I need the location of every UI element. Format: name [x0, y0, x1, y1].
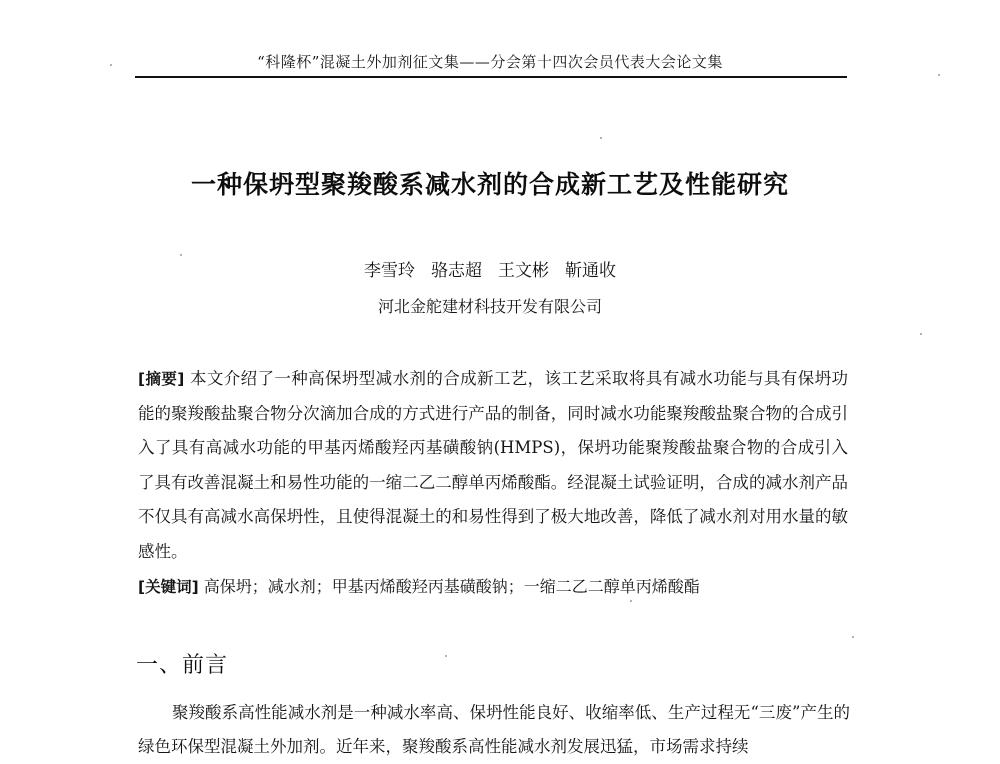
author-affiliation: 河北金舵建材科技开发有限公司	[377, 297, 602, 316]
keywords-label: [关键词]	[138, 578, 199, 596]
scan-speck	[938, 74, 940, 76]
running-header: “科隆杯”混凝土外加剂征文集——分会第十四次会员代表大会论文集	[257, 53, 723, 71]
section-heading: 一、前言	[136, 653, 229, 678]
keywords-line	[138, 573, 848, 601]
scan-speck	[630, 600, 632, 602]
abstract-paragraph	[138, 362, 848, 569]
scan-speck	[852, 636, 854, 638]
author-name: 王文彬	[498, 261, 549, 281]
abstract-text: 本文介绍了一种高保坍型减水剂的合成新工艺，该工艺采取将具有减水功能与具有保坍功能的聚羧酸盐聚合物分次滴加合成的方式进行产品的制备，同时减水功能聚羧酸盐聚合物的合成引入了具有高减水功能的甲基丙烯酸羟丙基磺酸钠(HMPS)，保坍功能聚羧酸盐聚合物的合成引入了具有改善混凝土和易性功能的一缩二乙二醇单丙烯酸酯。经混凝土试验证明，合成的减水剂产品不仅具有高减水高保坍性，且使得混凝土的和易性得到了极大地改善，降低了减水剂对用水量的敏感性。	[138, 369, 849, 561]
header-rule	[135, 76, 847, 78]
author-list	[300, 258, 680, 284]
author-name: 李雪玲	[364, 261, 415, 281]
scan-speck	[180, 254, 182, 256]
author-name: 骆志超	[431, 261, 482, 281]
paper-title: 一种保坍型聚羧酸系减水剂的合成新工艺及性能研究	[190, 170, 789, 199]
abstract-label: [摘要]	[138, 370, 185, 388]
scan-speck	[600, 137, 602, 139]
scan-speck	[445, 655, 447, 657]
scan-speck	[920, 333, 922, 335]
scan-speck	[110, 64, 112, 66]
introduction-paragraph: 聚羧酸系高性能减水剂是一种减水率高、保坍性能良好、收缩率低、生产过程无“三废”产生的绿色环保型混凝土外加剂。近年来，聚羧酸系高性能减水剂发展迅猛，市场需求持续	[138, 703, 850, 756]
author-name: 靳通收	[565, 261, 616, 281]
keywords-text: 高保坍；减水剂；甲基丙烯酸羟丙基磺酸钠；一缩二乙二醇单丙烯酸酯	[203, 577, 700, 596]
